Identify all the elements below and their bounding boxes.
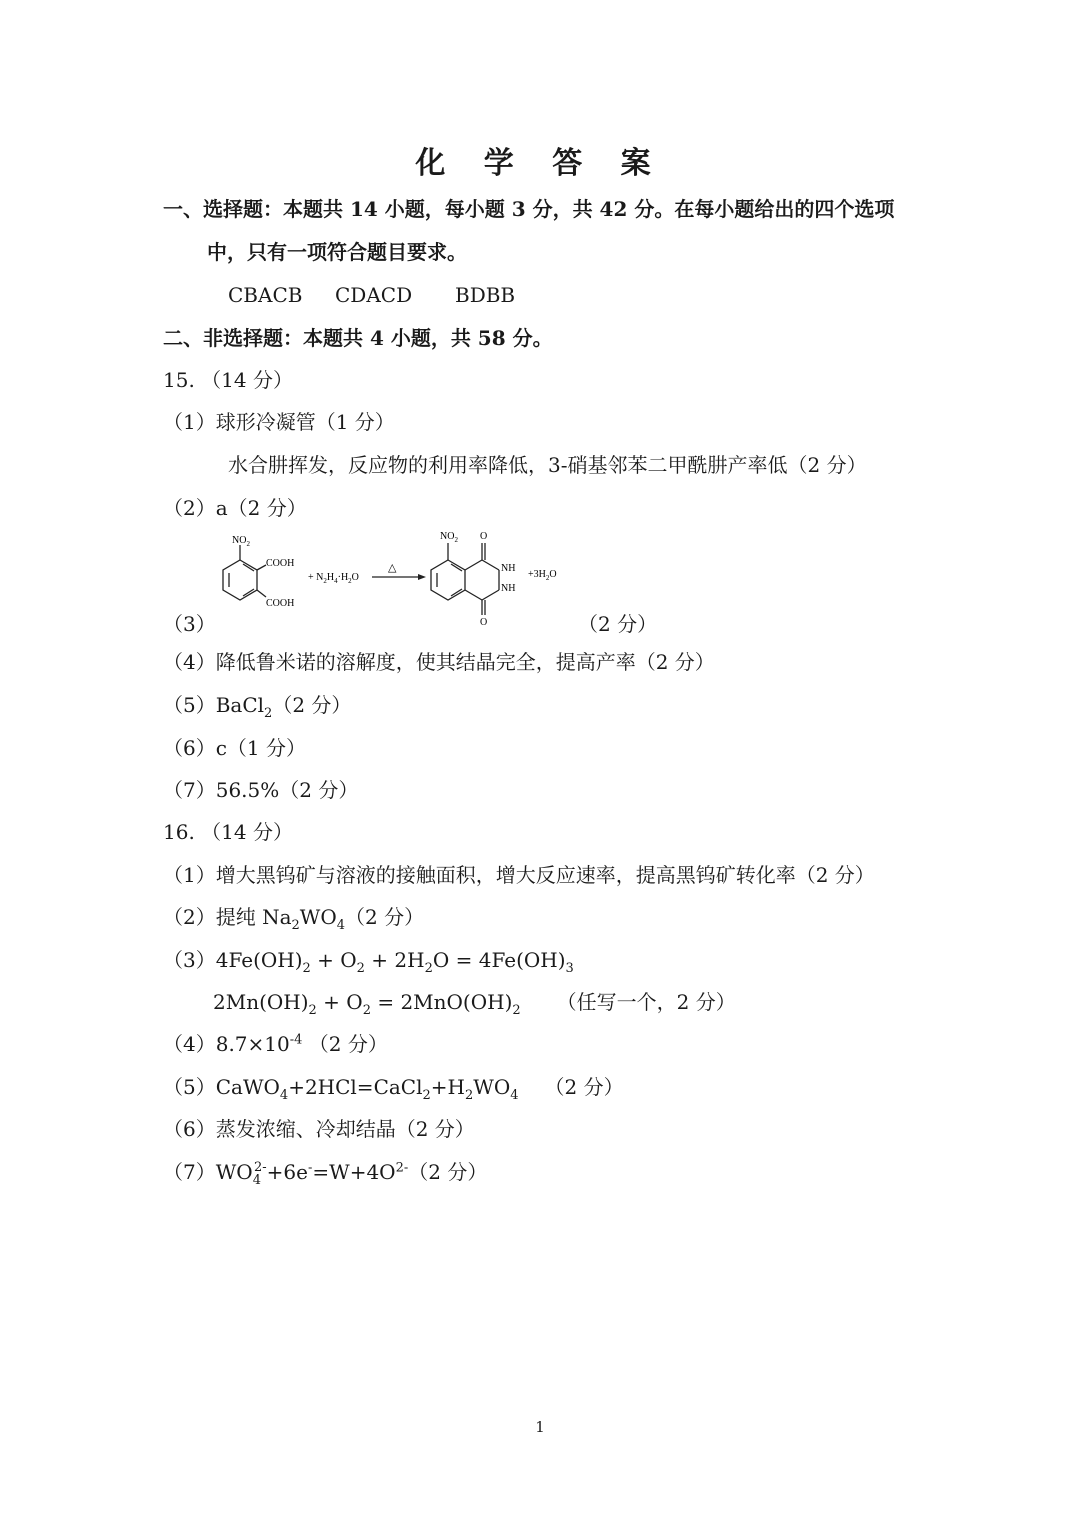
section2-heading: 二、非选择题：本题共 4 小题，共 58 分。 bbox=[163, 326, 553, 350]
reaction-arrow-head bbox=[418, 574, 426, 580]
q15-answer-6: （6）c（1 分） bbox=[163, 736, 307, 760]
q16-answer-1: （1）增大黑钨矿与溶液的接触面积，增大反应速率，提高黑钨矿转化率（2 分） bbox=[163, 863, 875, 887]
choice-answers-group3: BDBB bbox=[455, 283, 516, 307]
product-nitro-label: $NO_2$ bbox=[440, 531, 458, 544]
q16-answer-7: $(7)WO_4^{2-}+6e^-=W+4O^{2-}(2$ 分） bbox=[163, 1160, 488, 1188]
page-title: 化 学 答 案 bbox=[415, 146, 665, 181]
byproduct-water: $+3H_2O$ bbox=[528, 569, 557, 582]
q15-answer-3-label: （3） bbox=[163, 612, 216, 636]
product-carbonyl-bottom: O bbox=[480, 617, 488, 628]
reactant-nitrophthalic-acid bbox=[223, 545, 266, 600]
q15-answer-4: （4）降低鲁米诺的溶解度，使其结晶完全，提高产率（2 分） bbox=[163, 650, 715, 674]
q15-answer-1-reason: 水合肼挥发，反应物的利用率降低，3-硝基邻苯二甲酰肼产率低（2 分） bbox=[228, 453, 867, 477]
page-number: 1 bbox=[535, 1418, 545, 1436]
q15-header: 15. （14 分） bbox=[163, 368, 293, 392]
q16-answer-4: $(4)8.7\times 10^{-4}$ （2 分） bbox=[163, 1032, 388, 1056]
q15-answer-1: （1）球形冷凝管（1 分） bbox=[163, 410, 395, 434]
choice-answers-group1: CBACB bbox=[228, 283, 303, 307]
reactant-cooh-top: COOH bbox=[266, 558, 295, 569]
section1-heading-line2: 中，只有一项符合题目要求。 bbox=[207, 240, 467, 264]
q15-answer-5: （5）BaCl$_2$（2 分） bbox=[163, 693, 352, 721]
q16-header: 16. （14 分） bbox=[163, 820, 293, 844]
reaction-scheme-diagram bbox=[200, 525, 580, 630]
q16-answer-3-equation1: $(3)4Fe(OH)_2 + O_2 + 2H_2O = 4Fe(OH)_3$ bbox=[163, 948, 574, 976]
product-nh-bottom: NH bbox=[501, 583, 516, 594]
choice-answers-group2: CDACD bbox=[335, 283, 413, 307]
heat-symbol: △ bbox=[388, 562, 397, 574]
q16-answer-5: $(5)CaWO_4+2HCl=CaCl_2+H_2WO_4$ （2 分） bbox=[163, 1075, 624, 1103]
q15-answer-2: （2）a（2 分） bbox=[163, 496, 307, 520]
q15-answer-7: （7）56.5%（2 分） bbox=[163, 778, 359, 802]
q16-answer-3-equation2: $2Mn(OH)_2 + O_2 = 2MnO(OH)_2$ （任写一个，2 分） bbox=[213, 990, 736, 1018]
reactant-cooh-bottom: COOH bbox=[266, 598, 295, 609]
q16-answer-6: （6）蒸发浓缩、冷却结晶（2 分） bbox=[163, 1117, 475, 1141]
product-carbonyl-top: O bbox=[480, 531, 488, 542]
reactant-nitro-label: $NO_2$ bbox=[232, 535, 250, 548]
reagent-hydrazine-hydrate: + $N_2H_4\cdot H_2O$ bbox=[308, 572, 359, 585]
product-nh-top: NH bbox=[501, 563, 516, 574]
q15-answer-3-score: （2 分） bbox=[578, 612, 658, 636]
product-nitrophthalhydrazide bbox=[431, 543, 499, 615]
section1-heading-line1: 一、选择题：本题共 14 小题，每小题 3 分，共 42 分。在每小题给出的四个选项 bbox=[163, 197, 895, 221]
q16-answer-2: （2）提纯 $Na_2WO_4(2$ 分） bbox=[163, 905, 425, 933]
